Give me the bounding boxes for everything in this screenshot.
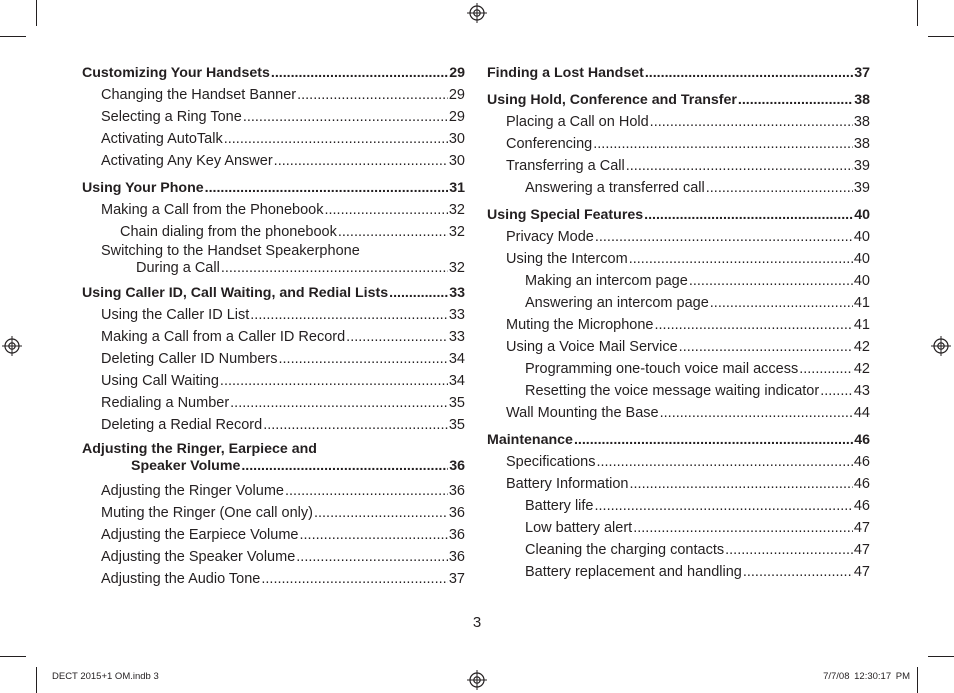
toc-entry-title: Wall Mounting the Base: [506, 405, 659, 421]
dot-leader: [205, 177, 449, 199]
toc-entry: [82, 128, 465, 150]
dot-leader: [645, 62, 853, 84]
toc-entry-title: Using Hold, Conference and Transfer: [487, 92, 737, 108]
toc-page-number: 40: [854, 207, 870, 223]
toc-entry: [487, 226, 870, 248]
toc-entry: [487, 451, 870, 473]
toc-entry-title: Adjusting the Audio Tone: [101, 571, 261, 587]
toc-page-number: 36: [449, 458, 465, 474]
toc-page-number: 34: [448, 351, 465, 367]
toc-entry-title: Using the Caller ID List: [101, 307, 250, 323]
dot-leader: [220, 370, 448, 392]
toc-entry: [82, 370, 465, 392]
toc-entry-title: Adjusting the Earpiece Volume: [101, 527, 299, 543]
dot-leader: [300, 524, 448, 546]
dot-leader: [820, 380, 853, 402]
toc-entry-title: Specifications: [506, 454, 596, 470]
registration-mark-icon: [467, 3, 487, 23]
toc-page-number: 30: [448, 153, 465, 169]
dot-leader: [297, 84, 448, 106]
toc-entry-title: Adjusting the Ringer Volume: [101, 483, 284, 499]
toc-entry-title: Transferring a Call: [506, 158, 625, 174]
toc-entry-title: Deleting Caller ID Numbers: [101, 351, 278, 367]
registration-mark-icon: [467, 670, 487, 690]
toc-entry: [487, 561, 870, 583]
crop-mark: [917, 0, 918, 26]
dot-leader: [261, 568, 448, 590]
dot-leader: [689, 270, 853, 292]
toc-entry: [82, 502, 465, 524]
registration-mark-icon: [931, 336, 951, 356]
toc-page-number: 33: [449, 285, 465, 301]
toc-entry-title: Answering an intercom page: [525, 295, 709, 311]
toc-page-number: 42: [853, 361, 870, 377]
toc-page-number: 40: [853, 229, 870, 245]
toc-entry: [487, 89, 870, 111]
toc-page-number: 33: [448, 307, 465, 323]
toc-page-number: 35: [448, 395, 465, 411]
toc-entry-line: [82, 458, 465, 475]
toc-entry-title: Using a Voice Mail Service: [506, 339, 678, 355]
toc-entry: [82, 480, 465, 502]
toc-page-number: 47: [853, 520, 870, 536]
dot-leader: [324, 199, 447, 221]
toc-left-column: [82, 62, 465, 590]
dot-leader: [630, 473, 853, 495]
toc-page-number: 33: [448, 329, 465, 345]
toc-entry: [487, 380, 870, 402]
dot-leader: [271, 62, 448, 84]
toc-page-number: 46: [854, 432, 870, 448]
toc-entry: [82, 568, 465, 590]
toc-page-number: 35: [448, 417, 465, 433]
toc-page-number: 32: [448, 224, 465, 240]
dot-leader: [296, 546, 448, 568]
toc-entry: [487, 133, 870, 155]
dot-leader: [250, 304, 448, 326]
toc-entry: [82, 150, 465, 172]
toc-page-number: 40: [853, 251, 870, 267]
dot-leader: [626, 155, 853, 177]
toc-entry-title: Muting the Ringer (One call only): [101, 505, 313, 521]
dot-leader: [574, 429, 853, 451]
toc-entry-title: Switching to the Handset Speakerphone: [101, 243, 360, 259]
dot-leader: [596, 451, 852, 473]
toc-entry: [487, 248, 870, 270]
toc-right-column: [487, 62, 870, 583]
toc-entry: [82, 348, 465, 370]
toc-entry-title-cont: Speaker Volume: [131, 458, 241, 474]
toc-entry-title: Using Call Waiting: [101, 373, 219, 389]
toc-entry-title: Finding a Lost Handset: [487, 65, 644, 81]
toc-entry: [487, 204, 870, 226]
toc-entry: [82, 177, 465, 199]
toc-entry: [487, 473, 870, 495]
toc-page-number: 29: [449, 65, 465, 81]
dot-leader: [743, 561, 853, 583]
toc-entry-title: Deleting a Redial Record: [101, 417, 263, 433]
toc-entry: [82, 84, 465, 106]
toc-page-number: 41: [853, 295, 870, 311]
toc-entry-title: Battery replacement and handling: [525, 564, 742, 580]
toc-entry: [82, 441, 465, 475]
toc-entry: [82, 199, 465, 221]
dot-leader: [241, 458, 448, 475]
toc-page-number: 36: [448, 549, 465, 565]
toc-page-number: 36: [448, 483, 465, 499]
toc-entry-title: Maintenance: [487, 432, 573, 448]
dot-leader: [224, 128, 448, 150]
dot-leader: [660, 402, 853, 424]
toc-page-number: 44: [853, 405, 870, 421]
toc-entry-title: Answering a transferred call: [525, 180, 705, 196]
toc-entry-title: Using the Intercom: [506, 251, 628, 267]
toc-entry-title: Battery life: [525, 498, 594, 514]
dot-leader: [389, 282, 448, 304]
toc-page-number: 29: [448, 109, 465, 125]
toc-entry-title: Using Special Features: [487, 207, 644, 223]
dot-leader: [725, 539, 853, 561]
dot-leader: [314, 502, 448, 524]
toc-entry: [487, 495, 870, 517]
dot-leader: [263, 414, 448, 436]
dot-leader: [629, 248, 853, 270]
toc-entry-line: [82, 260, 465, 277]
dot-leader: [346, 326, 448, 348]
toc-entry: [487, 517, 870, 539]
crop-mark: [0, 656, 26, 657]
dot-leader: [274, 150, 448, 172]
toc-entry: [82, 326, 465, 348]
dot-leader: [278, 348, 447, 370]
toc-entry-title: Changing the Handset Banner: [101, 87, 297, 103]
toc-entry-title: Resetting the voice message waiting indicator: [525, 383, 820, 399]
toc-entry: [487, 539, 870, 561]
toc-entry-title: Battery Information: [506, 476, 629, 492]
crop-mark: [917, 667, 918, 693]
toc-entry-title: Making an intercom page: [525, 273, 688, 289]
toc-entry: [487, 155, 870, 177]
registration-mark-icon: [2, 336, 22, 356]
toc-entry: [487, 177, 870, 199]
toc-page-number: 30: [448, 131, 465, 147]
toc-page-number: 29: [448, 87, 465, 103]
toc-entry: [487, 358, 870, 380]
dot-leader: [655, 314, 853, 336]
toc-entry-title: Muting the Microphone: [506, 317, 654, 333]
toc-page-number: 43: [853, 383, 870, 399]
toc-entry-title: Cleaning the charging contacts: [525, 542, 725, 558]
toc-entry: [82, 304, 465, 326]
toc-page-number: 47: [853, 564, 870, 580]
toc-page-number: 37: [448, 571, 465, 587]
toc-page-number: 47: [853, 542, 870, 558]
toc-entry-title: Privacy Mode: [506, 229, 594, 245]
dot-leader: [243, 106, 448, 128]
toc-entry-title: Customizing Your Handsets: [82, 65, 270, 81]
toc-page-number: 46: [853, 454, 870, 470]
dot-leader: [285, 480, 448, 502]
toc-entry: [82, 546, 465, 568]
page-number: 3: [472, 614, 482, 631]
toc-page-number: 40: [853, 273, 870, 289]
toc-page-number: 41: [853, 317, 870, 333]
toc-entry-title: Low battery alert: [525, 520, 633, 536]
toc-entry: [82, 243, 465, 277]
toc-entry: [487, 314, 870, 336]
toc-entry-title: Activating AutoTalk: [101, 131, 223, 147]
toc-entry: [82, 524, 465, 546]
toc-entry-title: Using Caller ID, Call Waiting, and Redial Lists: [82, 285, 389, 301]
toc-entry-title: Adjusting the Speaker Volume: [101, 549, 296, 565]
toc-entry: [487, 402, 870, 424]
toc-entry-title: Adjusting the Ringer, Earpiece and: [82, 441, 317, 457]
toc-page-number: 37: [854, 65, 870, 81]
dot-leader: [633, 517, 853, 539]
toc-page-number: 34: [448, 373, 465, 389]
toc-entry: [487, 292, 870, 314]
file-slug: DECT 2015+1 OM.indb 3: [52, 671, 159, 682]
toc-entry: [487, 62, 870, 84]
date-slug: 7/7/08 12:30:17 PM: [823, 671, 910, 682]
dot-leader: [650, 111, 853, 133]
toc-entry-title: Activating Any Key Answer: [101, 153, 273, 169]
toc-page-number: 38: [854, 92, 870, 108]
toc-page-number: 38: [853, 114, 870, 130]
toc-page-number: 46: [853, 498, 870, 514]
toc-entry-title: Placing a Call on Hold: [506, 114, 649, 130]
dot-leader: [221, 260, 448, 277]
toc-entry-title: Making a Call from the Phonebook: [101, 202, 324, 218]
toc-entry-title: Conferencing: [506, 136, 593, 152]
toc-entry: [82, 414, 465, 436]
toc-entry: [82, 221, 465, 243]
dot-leader: [738, 89, 853, 111]
toc-page-number: 31: [449, 180, 465, 196]
toc-entry-title: Using Your Phone: [82, 180, 204, 196]
toc-page-number: 39: [853, 158, 870, 174]
toc-page-number: 46: [853, 476, 870, 492]
toc-entry: [487, 270, 870, 292]
toc-entry-title: Selecting a Ring Tone: [101, 109, 242, 125]
dot-leader: [230, 392, 448, 414]
toc-entry: [82, 106, 465, 128]
dot-leader: [595, 495, 853, 517]
dot-leader: [706, 177, 853, 199]
toc-page-number: 32: [448, 202, 465, 218]
toc-entry-title: Making a Call from a Caller ID Record: [101, 329, 346, 345]
dot-leader: [595, 226, 853, 248]
dot-leader: [710, 292, 853, 314]
crop-mark: [36, 0, 37, 26]
toc-entry-title: Programming one-touch voice mail access: [525, 361, 799, 377]
crop-mark: [928, 656, 954, 657]
dot-leader: [799, 358, 853, 380]
toc-page-number: 38: [853, 136, 870, 152]
toc-entry: [487, 429, 870, 451]
dot-leader: [338, 221, 448, 243]
toc-page-number: 36: [448, 505, 465, 521]
toc-entry: [82, 392, 465, 414]
dot-leader: [644, 204, 853, 226]
toc-page-number: 36: [448, 527, 465, 543]
dot-leader: [593, 133, 853, 155]
toc-entry-title: Chain dialing from the phonebook: [120, 224, 337, 240]
dot-leader: [679, 336, 853, 358]
toc-page-number: 32: [448, 260, 465, 276]
toc-entry: [82, 62, 465, 84]
crop-mark: [928, 36, 954, 37]
toc-entry: [487, 111, 870, 133]
toc-entry-title-cont: During a Call: [136, 260, 220, 276]
toc-page-number: 42: [853, 339, 870, 355]
crop-mark: [0, 36, 26, 37]
toc-page-number: 39: [853, 180, 870, 196]
toc-entry: [82, 282, 465, 304]
toc-entry-title: Redialing a Number: [101, 395, 230, 411]
crop-mark: [36, 667, 37, 693]
toc-entry: [487, 336, 870, 358]
